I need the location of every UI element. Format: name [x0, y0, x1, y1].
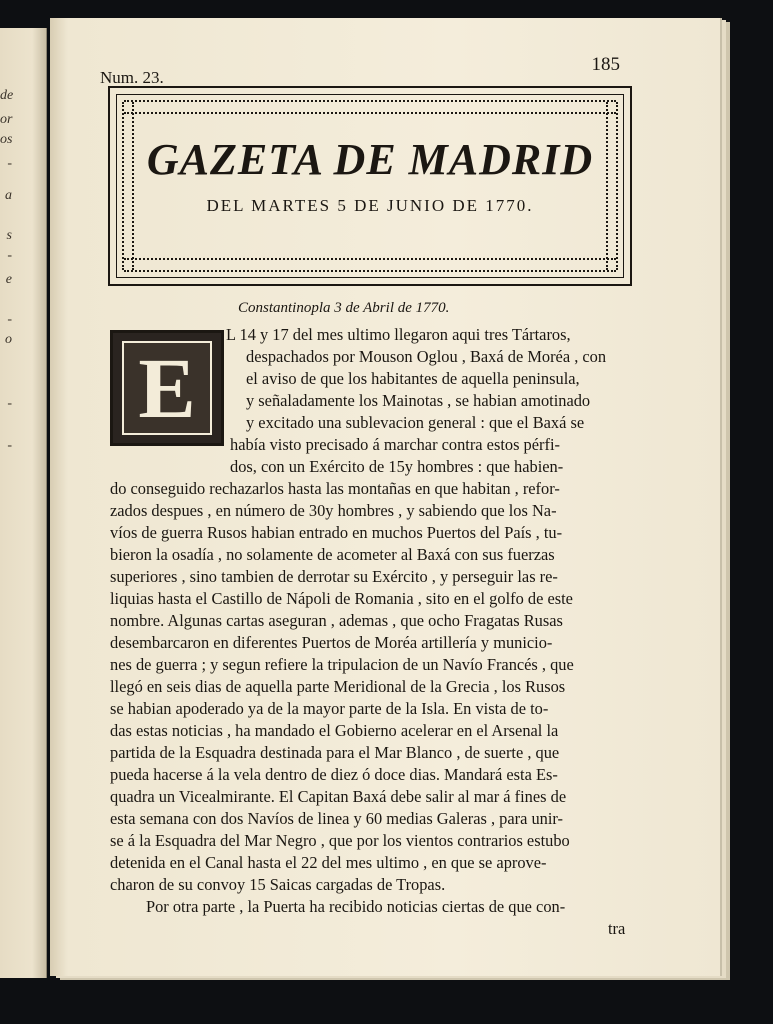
catchword: tra: [608, 919, 626, 938]
left-fragment: de: [0, 88, 14, 103]
ornament-border-right: [606, 102, 618, 270]
left-fragment: a: [5, 188, 12, 203]
article-line: L 14 y 17 del mes ultimo llegaron aqui tres Tártaros,: [226, 325, 571, 344]
masthead-title: GAZETA DE MADRID: [146, 135, 594, 184]
article-line: bieron la osadía , no solamente de acometer al Baxá con sus fuerzas: [110, 545, 555, 564]
ornament-border-left: [122, 102, 134, 270]
left-fragment: -: [7, 312, 12, 327]
article-line: liquias hasta el Castillo de Nápoli de Romania , sito en el golfo de este: [110, 589, 573, 608]
article-line: superiores , sino tambien de derrotar su Exército , y perseguir las re-: [110, 567, 558, 586]
article-line: llegó en seis dias de aquella parte Meridional de la Grecia , los Rusos: [110, 677, 566, 696]
masthead-inner-frame: [116, 94, 624, 278]
decorated-initial: [110, 330, 224, 446]
left-fragment: -: [7, 156, 12, 171]
page-number: 185: [591, 54, 620, 75]
article-line: Por otra parte , la Puerta ha recibido noticias ciertas de que con-: [146, 897, 566, 916]
article-line: esta semana con dos Navíos de linea y 60 medias Galeras , para unir-: [110, 809, 563, 828]
left-fragment: -: [7, 396, 12, 411]
article-line: había visto precisado á marchar contra estos pérfi-: [230, 435, 560, 454]
left-fragment: s: [6, 228, 12, 243]
article-dateline: Constantinopla 3 de Abril de 1770.: [238, 300, 450, 316]
left-fragment: os: [0, 132, 13, 147]
article-line: dos, con un Exército de 15y hombres : que habien-: [230, 457, 564, 476]
left-fragment: -: [7, 438, 12, 453]
article-line: se á la Esquadra del Mar Negro , que por los vientos contrarios estubo: [110, 831, 570, 850]
initial-letter: E: [122, 341, 211, 435]
article-line: nes de guerra ; y segun refiere la tripulacion de un Navío Francés , que: [110, 655, 574, 674]
article-line: y excitado una sublevacion general : que el Baxá se: [246, 413, 585, 432]
left-page-edge: [0, 28, 47, 978]
ornament-border-bottom: [124, 258, 616, 272]
article-line: detenida en el Canal hasta el 22 del mes ultimo , en que se aprove-: [110, 853, 547, 872]
article-line: zados despues , en número de 30y hombres , y sabiendo que los Na-: [110, 501, 557, 520]
article-line: nombre. Algunas cartas aseguran , ademas , que ocho Fragatas Rusas: [110, 611, 563, 630]
left-fragment: or: [0, 112, 13, 127]
left-fragment: e: [5, 272, 12, 287]
article-line: desembarcaron en diferentes Puertos de Moréa artillería y municio-: [110, 633, 553, 652]
article-line: das estas noticias , ha mandado el Gobierno acelerar en el Arsenal la: [110, 721, 559, 740]
article-line: y señaladamente los Mainotas , se habian amotinado: [246, 391, 591, 410]
masthead-date: DEL MARTES 5 DE JUNIO DE 1770.: [206, 196, 534, 215]
article-line: víos de guerra Rusos habian entrado en muchos Puertos del País , tu-: [110, 523, 563, 542]
issue-number: Num. 23.: [100, 68, 164, 87]
article-line: despachados por Mouson Oglou , Baxá de Moréa , con: [246, 347, 607, 366]
article-line: do conseguido rechazarlos hasta las montañas en que habitan , refor-: [110, 479, 560, 498]
article-line: quadra un Vicealmirante. El Capitan Baxá debe salir al mar á fines de: [110, 787, 567, 806]
masthead-frame: [108, 86, 632, 286]
article-line: pueda hacerse á la vela dentro de diez ó doce dias. Mandará esta Es-: [110, 765, 558, 784]
article-line: el aviso de que los habitantes de aquella peninsula,: [246, 369, 580, 388]
newspaper-page: [50, 18, 720, 976]
article-line: charon de su convoy 15 Saicas cargadas de Tropas.: [110, 875, 446, 894]
article-line: se habian apoderado ya de la mayor parte de la Isla. En vista de to-: [110, 699, 549, 718]
left-fragment: o: [5, 332, 12, 347]
article-line: partida de la Esquadra destinada para el Mar Blanco , de suerte , que: [110, 743, 560, 762]
ornament-border-top: [124, 100, 616, 114]
left-fragment: -: [7, 248, 12, 263]
